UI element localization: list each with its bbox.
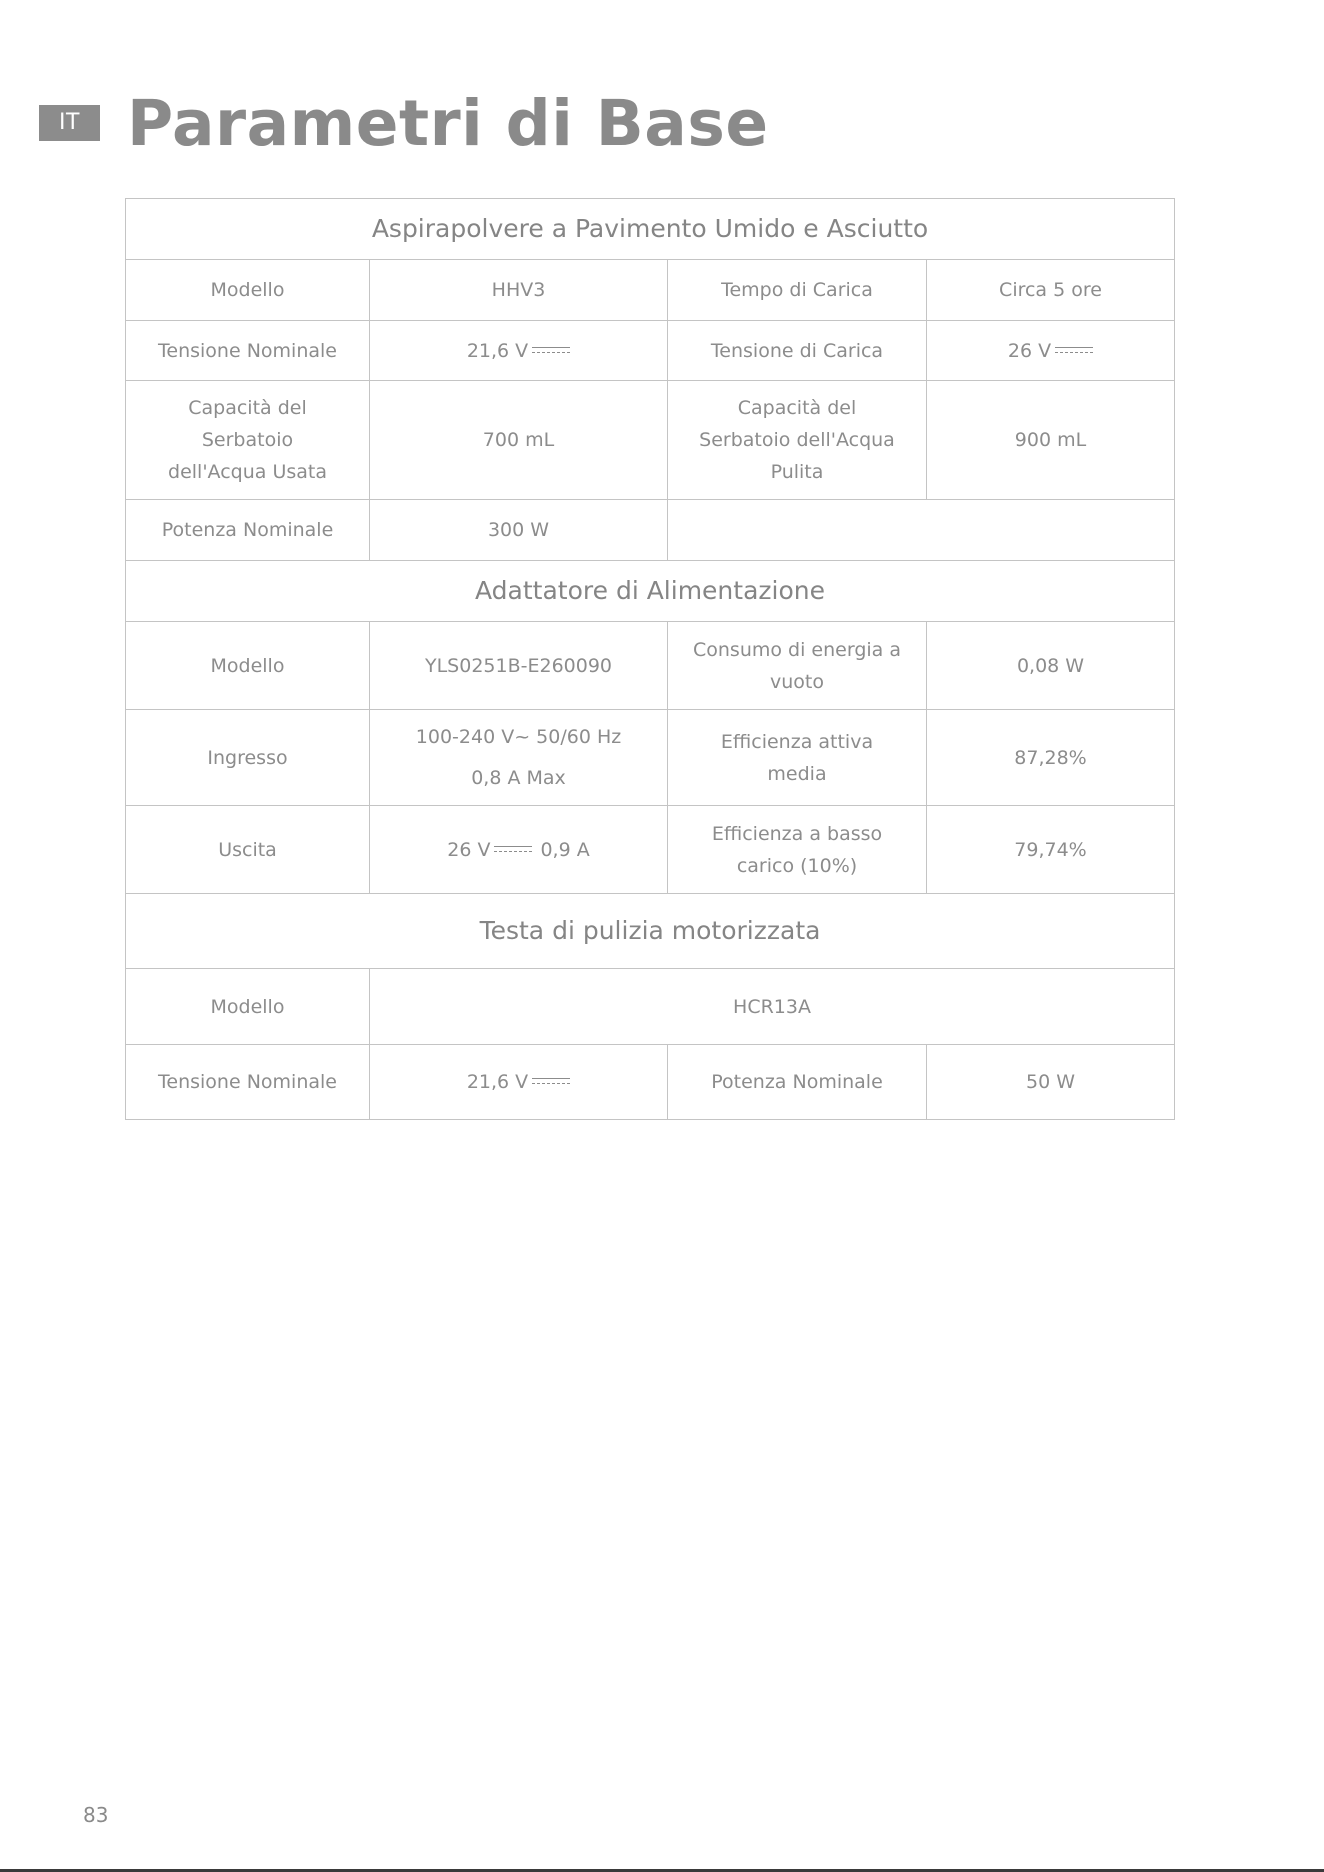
empty-cell bbox=[668, 500, 1175, 561]
table-row bbox=[126, 260, 1175, 321]
cell-label: Potenza Nominale bbox=[126, 500, 370, 561]
cell-value bbox=[370, 710, 668, 806]
cell-value: YLS0251B-E260090 bbox=[370, 622, 668, 710]
section-title-vacuum: Aspirapolvere a Pavimento Umido e Asciutto bbox=[126, 199, 1175, 260]
cell-label: Tempo di Carica bbox=[668, 260, 927, 321]
current-text: 0,9 A bbox=[540, 838, 590, 861]
table-row bbox=[126, 969, 1175, 1045]
cell-label: Ingresso bbox=[126, 710, 370, 806]
table-row bbox=[126, 199, 1175, 260]
voltage-text: 21,6 V bbox=[466, 1071, 529, 1093]
cell-value: HHV3 bbox=[370, 260, 668, 321]
dc-symbol-icon bbox=[532, 346, 570, 355]
table-row bbox=[126, 710, 1175, 806]
voltage-text: 26 V bbox=[447, 838, 491, 861]
cell-label: Capacità del Serbatoio dell'Acqua Usata bbox=[126, 381, 370, 500]
cell-label: Tensione Nominale bbox=[126, 1045, 370, 1120]
table-row bbox=[126, 321, 1175, 381]
cell-label: Modello bbox=[126, 622, 370, 710]
cell-value bbox=[370, 1045, 668, 1120]
input-line-1: 100-240 V~ 50/60 Hz bbox=[415, 725, 622, 748]
section-title-brush: Testa di pulizia motorizzata bbox=[126, 894, 1175, 969]
cell-value bbox=[370, 321, 668, 381]
cell-label: Consumo di energia a vuoto bbox=[668, 622, 927, 710]
cell-value: Circa 5 ore bbox=[927, 260, 1175, 321]
cell-label: Modello bbox=[126, 260, 370, 321]
table-row bbox=[126, 500, 1175, 561]
cell-label: Potenza Nominale bbox=[668, 1045, 927, 1120]
cell-value: 79,74% bbox=[927, 806, 1175, 894]
table-row bbox=[126, 561, 1175, 622]
table-row bbox=[126, 622, 1175, 710]
cell-value: 87,28% bbox=[927, 710, 1175, 806]
voltage-text: 21,6 V bbox=[466, 339, 529, 362]
language-badge: IT bbox=[39, 105, 100, 141]
cell-label: Efficienza attiva media bbox=[668, 710, 927, 806]
cell-label: Modello bbox=[126, 969, 370, 1045]
cell-label: Tensione di Carica bbox=[668, 321, 927, 381]
table-row bbox=[126, 806, 1175, 894]
cell-label: Efficienza a basso carico (10%) bbox=[668, 806, 927, 894]
cell-label: Tensione Nominale bbox=[126, 321, 370, 381]
cell-value bbox=[927, 321, 1175, 381]
cell-label: Capacità del Serbatoio dell'Acqua Pulita bbox=[668, 381, 927, 500]
cell-value: 50 W bbox=[927, 1045, 1175, 1120]
cell-label: Uscita bbox=[126, 806, 370, 894]
table-row bbox=[126, 381, 1175, 500]
voltage-text: 26 V bbox=[1007, 339, 1052, 362]
cell-value: 700 mL bbox=[370, 381, 668, 500]
dc-symbol-icon bbox=[532, 1077, 570, 1086]
page-title: Parametri di Base bbox=[127, 87, 769, 160]
table-row bbox=[126, 1045, 1175, 1120]
dc-symbol-icon bbox=[1055, 346, 1093, 355]
cell-value: HCR13A bbox=[370, 969, 1175, 1045]
cell-value bbox=[370, 806, 668, 894]
input-line-2: 0,8 A Max bbox=[471, 766, 566, 789]
cell-value: 300 W bbox=[370, 500, 668, 561]
section-title-adapter: Adattatore di Alimentazione bbox=[126, 561, 1175, 622]
specifications-table bbox=[125, 198, 1175, 1120]
page-number: 83 bbox=[83, 1803, 109, 1827]
cell-value: 0,08 W bbox=[927, 622, 1175, 710]
dc-symbol-icon bbox=[494, 845, 532, 854]
cell-value: 900 mL bbox=[927, 381, 1175, 500]
table-row bbox=[126, 894, 1175, 969]
